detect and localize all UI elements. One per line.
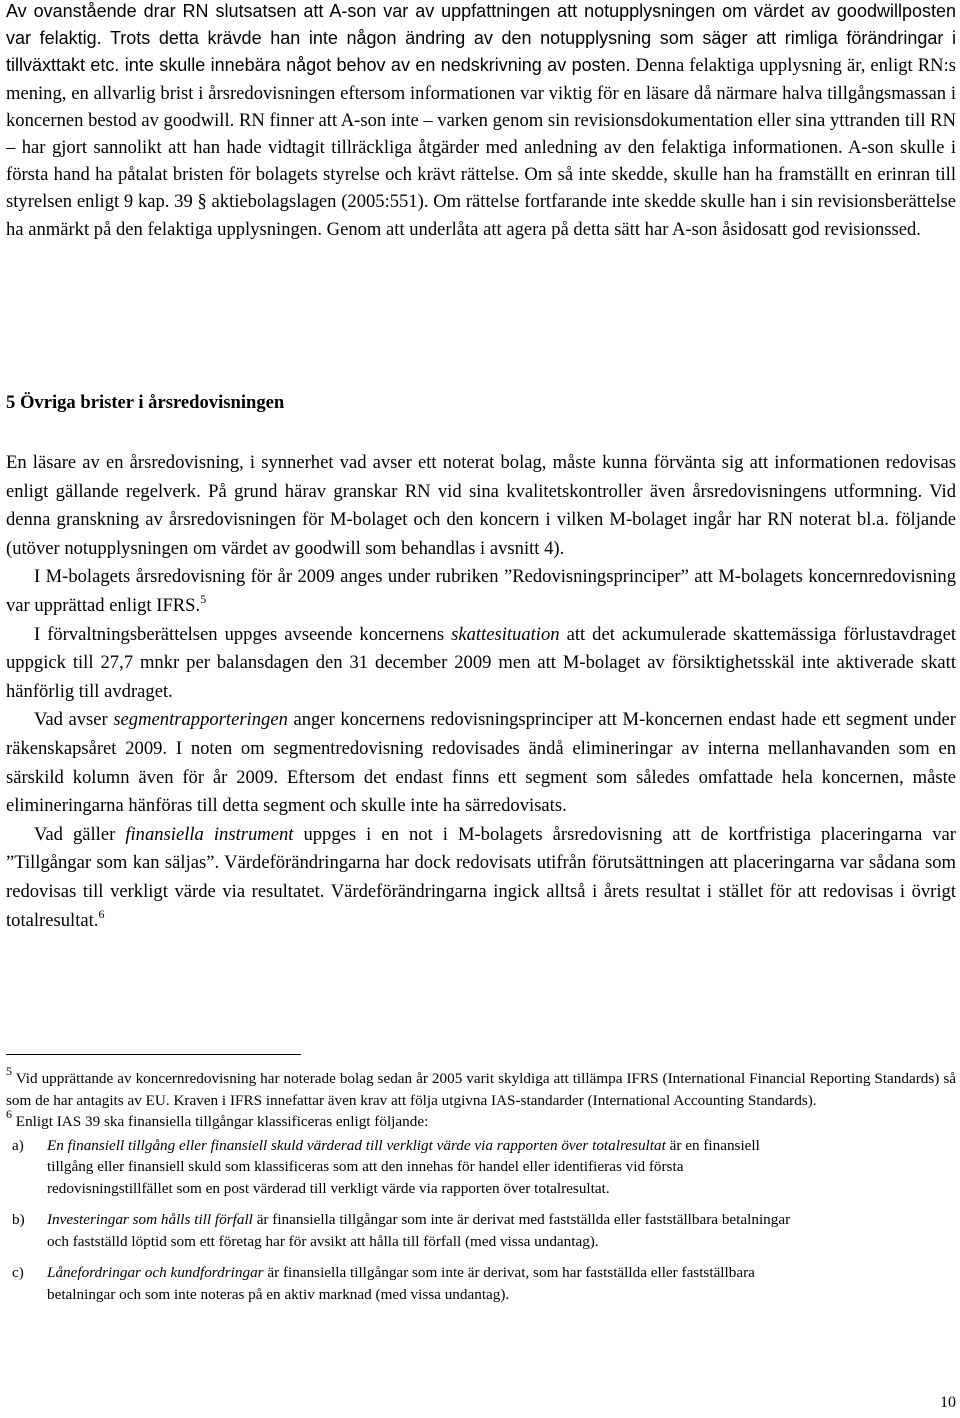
footnote-5 xyxy=(6,1064,956,1111)
list-item-label: a) xyxy=(12,1136,24,1154)
paragraph-3-text-b: att det ackumulerade skattemässiga förlustavdraget uppgick till 27,7 mnkr per balansdagen den 31 december 2009 men att M-bolaget av försiktighetsskäl inte aktiverade skatt hänförlig till avdraget. xyxy=(6,623,956,702)
footnote-ref-6: 6 xyxy=(98,906,105,921)
paragraph-4-text-b: anger koncernens redovisningsprinciper att M-koncernen endast hade ett segment under räkenskapsåret 2009. I noten om segmentredovisning redovisades ändå elimineringar av interna mellanhavanden som en särskild kolumn även för år 2009. Eftersom det endast finns ett segment som således omfattade hela koncernen, måste elimineringarna hänföras till detta segment och skulle inte ha särredovisats. xyxy=(6,709,956,817)
section-paragraph-3 xyxy=(6,621,956,707)
list-item-text: är finansiella tillgångar som inte är derivat med fastställda eller fastställbara betalningar och fastställd löptid som ett företag har för avsikt att hålla till förfall (med vissa undantag). xyxy=(47,1211,791,1250)
paragraph-4-emphasis: segmentrapporteringen xyxy=(113,709,288,731)
footnote-6-text: Enligt IAS 39 ska finansiella tillgångar klassificeras enligt följande: xyxy=(15,1113,429,1130)
section-body xyxy=(6,449,956,935)
list-item-text: är finansiella tillgångar som inte är derivat, som har fastställda eller fastställbara betalningar och som inte noteras på en aktiv marknad (med vissa undantag). xyxy=(47,1264,755,1303)
footnote-5-number: 5 xyxy=(6,1064,12,1078)
intro-sentence-2: Denna felaktiga upplysning är, enligt RN:s mening, en allvarlig brist i årsredovisningen eftersom informationen var viktig för en läsare då närmare halva tillgångsmassan i koncernen bestod av goodwill. xyxy=(6,55,956,131)
list-item-label: c) xyxy=(12,1264,24,1281)
list-item-body xyxy=(47,1262,956,1305)
paragraph-3-emphasis: skattesituation xyxy=(451,623,560,645)
list-item-text: är en finansiell tillgång eller finansiell skuld som klassificeras som att den innehas för handel eller identifieras vid första redovisningstillfället som en post värderad till verkligt värde via rapporten över totalresultat. xyxy=(47,1136,760,1197)
paragraph-5-emphasis: finansiella instrument xyxy=(125,823,294,845)
section-paragraph-2 xyxy=(6,563,956,620)
paragraph-2-text: I M-bolagets årsredovisning för år 2009 anges under rubriken ”Redovisningsprinciper” att M-bolagets koncernredovisning var upprättad enligt IFRS. xyxy=(6,566,956,616)
footnote-6-number: 6 xyxy=(6,1107,12,1121)
paragraph-5-text-b: uppges i en not i M-bolagets årsredovisning att de kortfristiga placeringarna var ”Tillgångar som kan säljas”. Värdeförändringarna har dock redovisats utifrån förutsättningen att placeringarna var sådana som redovisas till verkligt värde via resultatet. Värdeförändringarna ingick alltså i årets resultat i stället för att redovisas i övrigt totalresultat. xyxy=(6,823,956,931)
paragraph-4-text-a: Vad avser xyxy=(34,709,114,731)
intro-sentence-1: Av ovanstående drar RN slutsatsen att A-son var av uppfattningen att notupplysningen om värdet av goodwillposten var felaktig. Trots detta krävde han inte någon ändring av den notupplysning som säger att rimliga förändringar i tillväxttakt etc. inte skulle innebära något behov av en nedskrivning av posten. xyxy=(6,1,956,76)
footnote-separator xyxy=(6,1054,301,1055)
list-item-term: Lånefordringar och kundfordringar xyxy=(47,1264,264,1281)
intro-sentence-3: RN finner att A-son inte – varken genom sin revisionsdokumentation eller sina yttranden till RN – har gjort sannolikt att han hade vidtagit tillräckliga åtgärder med anledning av den felaktiga informationen. A-son skulle i första hand ha påtalat bristen för bolagets styrelse och krävt rättelse. Om så inte skedde, skulle han ha framställt en erinran till styrelsen enligt 9 kap. 39 § aktiebolagslagen (2005:551). Om rättelse fortfarande inte skedde skulle han i sin revisionsberättelse ha anmärkt på den felaktiga upplysningen. Genom att underlåta att agera på detta sätt har A-son åsidosatt god revisionssed. xyxy=(6,109,956,240)
footnote-list-item xyxy=(6,1135,956,1200)
list-item-body xyxy=(47,1209,956,1252)
paragraph-3-text-a: I förvaltningsberättelsen uppges avseende koncernens xyxy=(34,623,452,645)
list-item-term: Investeringar som hålls till förfall xyxy=(47,1211,253,1228)
intro-paragraph xyxy=(6,0,956,243)
list-item-term: En finansiell tillgång eller finansiell skuld värderad till verkligt värde via rapporten över totalresultat xyxy=(47,1136,666,1154)
section-heading: 5 Övriga brister i årsredovisningen xyxy=(6,392,285,413)
section-paragraph-5 xyxy=(6,821,956,935)
footnotes xyxy=(6,1064,956,1305)
paragraph-5-text-a: Vad gäller xyxy=(34,823,126,845)
footnote-5-text: Vid upprättande av koncernredovisning har noterade bolag sedan år 2005 varit skyldiga att tillämpa IFRS (International Financial Reporting Standards) så som de har antagits av EU. Kraven i IFRS innefattar även krav att följa utgivna IAS-standarder (International Accounting Standards). xyxy=(6,1070,956,1109)
page-number: 10 xyxy=(940,1394,956,1411)
list-item-label: b) xyxy=(12,1211,25,1228)
footnote-list-item xyxy=(6,1262,956,1305)
footnote-list-item xyxy=(6,1209,956,1252)
footnote-ref-5: 5 xyxy=(200,591,207,606)
list-item-body xyxy=(47,1135,956,1200)
section-paragraph-1: En läsare av en årsredovisning, i synnerhet vad avser ett noterat bolag, måste kunna förvänta sig att informationen redovisas enligt gällande regelverk. På grund härav granskar RN vid sina kvalitetskontroller även årsredovisningens utformning. Vid denna granskning av årsredovisningen för M-bolaget och den koncern i vilken M-bolaget ingår har RN noterat bl.a. följande (utöver notupplysningen om värdet av goodwill som behandlas i avsnitt 4). xyxy=(6,452,956,559)
footnote-6 xyxy=(6,1107,956,1133)
section-paragraph-4 xyxy=(6,706,956,820)
